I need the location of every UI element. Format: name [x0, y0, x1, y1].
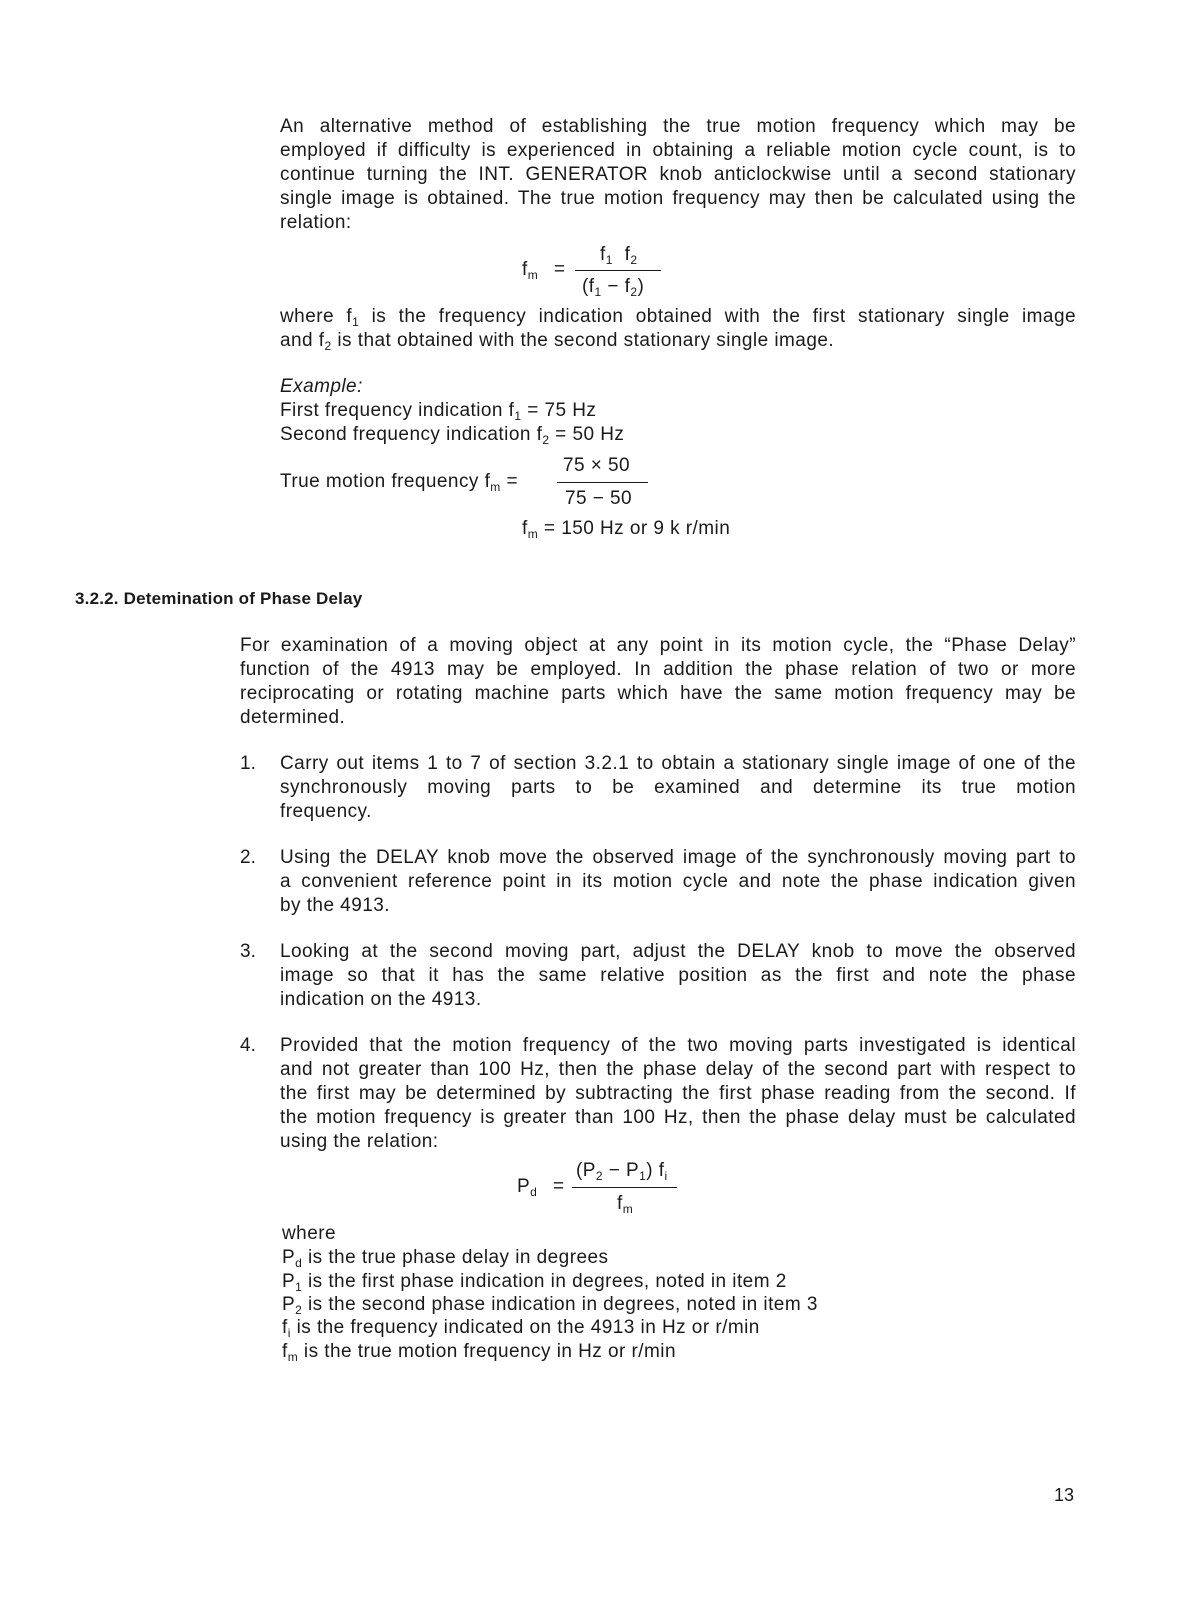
formula1-fraction-bar	[575, 270, 661, 271]
where-label: where	[282, 1223, 336, 1244]
definition-row: $P_1$ is the first phase indication in degrees, noted in item 2	[282, 1271, 787, 1294]
item-number: 1.	[240, 753, 256, 774]
item-text	[280, 846, 1076, 918]
formula2-numerator: $(P_2 - P_1)$ $f_i$	[576, 1160, 668, 1183]
section-intro-paragraph	[240, 634, 1076, 730]
text-line: and not greater than 100 Hz, then the phase delay of the second part with respect to	[280, 1059, 1076, 1080]
example-first-frequency: First frequency indication $f_1 = 75$ Hz	[280, 400, 597, 423]
item-number: 3.	[240, 941, 256, 962]
definition-row: $f_i$ is the frequency indicated on the 4913 in Hz or r/min	[282, 1317, 760, 1340]
where-paragraph	[280, 305, 1076, 353]
formula1-denominator: $(f_1 - f_2)$	[582, 276, 645, 299]
text-line: For examination of a moving object at any point in its motion cycle, the “Phase Delay”	[240, 635, 1076, 656]
section-heading: 3.2.2. Detemination of Phase Delay	[75, 589, 363, 608]
text-line: the first may be determined by subtracting the first phase reading from the second. If	[280, 1083, 1076, 1104]
text-line: using the relation:	[280, 1131, 439, 1152]
definition-row: $P_2$ is the second phase indication in degrees, noted in item 3	[282, 1294, 818, 1317]
text-line: reciprocating or rotating machine parts which have the same motion frequency may be	[240, 683, 1076, 704]
formula2-lhs: $P_d$ =	[517, 1176, 565, 1199]
formula2-denominator: $f_m$	[617, 1193, 634, 1216]
example-second-frequency: Second frequency indication $f_2 = 50$ Hz	[280, 424, 625, 447]
text-line: continue turning the INT. GENERATOR knob anticlockwise until a second stationary	[280, 164, 1076, 185]
text-line: Looking at the second moving part, adjust the DELAY knob to move the observed	[280, 941, 1076, 962]
item-text	[280, 752, 1076, 824]
text-line: Using the DELAY knob move the observed image of the synchronously moving part to	[280, 847, 1076, 868]
definition-row: $f_m$ is the true motion frequency in Hz or r/min	[282, 1341, 676, 1364]
text-line: synchronously moving parts to be examined and determine its true motion	[280, 777, 1076, 798]
item-text	[280, 1034, 1076, 1154]
example-result: $f_m = 150$ Hz or 9 k r/min	[522, 518, 731, 541]
formula1-numerator: $f_1$ $f_2$	[600, 244, 638, 267]
text-line: An alternative method of establishing the true motion frequency which may be	[280, 116, 1076, 137]
text-line: Carry out items 1 to 7 of section 3.2.1 to obtain a stationary single image of one of the	[280, 753, 1076, 774]
text-line: a convenient reference point in its motion cycle and note the phase indication given	[280, 871, 1076, 892]
formula1-lhs: $f_m$ =	[522, 259, 566, 282]
text-line: function of the 4913 may be employed. In addition the phase relation of two or more	[240, 659, 1076, 680]
formula2-fraction-bar	[572, 1187, 677, 1188]
example-label: Example:	[280, 376, 363, 397]
item-number: 4.	[240, 1035, 256, 1056]
item-text	[280, 940, 1076, 1012]
item-number: 2.	[240, 847, 256, 868]
text-line: by the 4913.	[280, 895, 390, 916]
text-line: determined.	[240, 707, 346, 728]
text-line: relation:	[280, 212, 352, 233]
example-denominator: 75 − 50	[565, 488, 633, 509]
example-true-frequency-label: True motion frequency $f_m$ =	[280, 471, 519, 494]
intro-paragraph	[280, 115, 1076, 235]
definition-row: $P_d$ is the true phase delay in degrees	[282, 1247, 609, 1270]
example-fraction-bar	[557, 482, 648, 483]
text-line: where $f_1$ is the frequency indication obtained with the first stationary single image	[280, 306, 1076, 329]
text-line: single image is obtained. The true motion frequency may then be calculated using the	[280, 188, 1076, 209]
text-line: image so that it has the same relative position as the first and note the phase	[280, 965, 1076, 986]
text-line: and $f_2$ is that obtained with the second stationary single image.	[280, 330, 835, 353]
page-number: 13	[1054, 1485, 1075, 1505]
text-line: indication on the 4913.	[280, 989, 482, 1010]
text-line: Provided that the motion frequency of the two moving parts investigated is identical	[280, 1035, 1076, 1056]
text-line: the motion frequency is greater than 100 Hz, then the phase delay must be calculated	[280, 1107, 1076, 1128]
text-line: frequency.	[280, 801, 372, 822]
text-line: employed if difficulty is experienced in obtaining a reliable motion cycle count, is to	[280, 140, 1076, 161]
example-numerator: 75 × 50	[563, 455, 631, 476]
